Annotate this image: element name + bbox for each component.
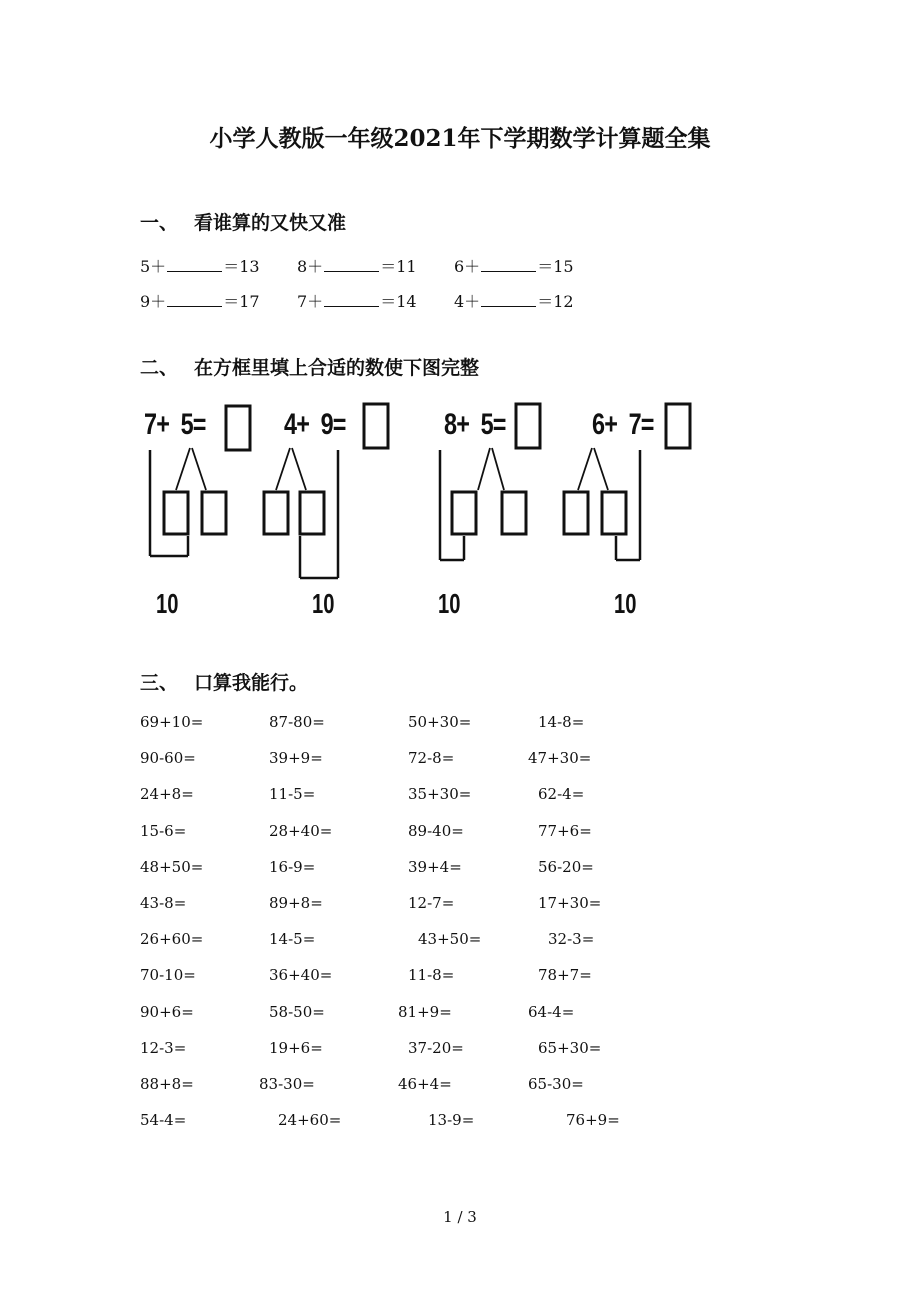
section-title: 在方框里填上合适的数使下图完整 bbox=[194, 357, 480, 379]
answer-box[interactable] bbox=[264, 492, 288, 534]
calc-problem: 78+7= bbox=[538, 966, 592, 985]
fill-blank-item: 5＋ ＝13 bbox=[140, 257, 260, 276]
bond-ten: 10 bbox=[438, 588, 461, 619]
bond-ten: 10 bbox=[312, 588, 335, 619]
fill-blank-item: 9＋ ＝17 bbox=[140, 292, 260, 311]
answer-box[interactable] bbox=[516, 404, 540, 448]
calc-problem: 14-8= bbox=[538, 713, 585, 731]
bond-equation: 6+ 7= bbox=[592, 408, 654, 441]
calc-problem: 32-3= bbox=[548, 930, 595, 949]
section-number: 二、 bbox=[140, 357, 179, 379]
calc-problem: 24+60= bbox=[278, 1111, 342, 1130]
calc-problem: 89-40= bbox=[408, 821, 464, 840]
answer-box[interactable] bbox=[202, 492, 226, 534]
calc-problem: 37-20= bbox=[408, 1038, 464, 1057]
calc-problem: 28+40= bbox=[269, 821, 333, 840]
section-heading-3 bbox=[140, 668, 308, 695]
section-number: 一、 bbox=[140, 212, 179, 234]
calc-problem: 17+30= bbox=[538, 894, 602, 912]
calc-problem: 14-5= bbox=[269, 930, 316, 949]
calc-problem: 36+40= bbox=[269, 966, 333, 985]
section-title: 看谁算的又快又准 bbox=[194, 212, 347, 234]
section-title: 口算我能行。 bbox=[194, 672, 309, 694]
answer-box[interactable] bbox=[666, 404, 690, 448]
bond-equation: 8+ 5= bbox=[444, 408, 506, 441]
answer-box[interactable] bbox=[300, 492, 324, 534]
bond-equation: 4+ 9= bbox=[284, 408, 346, 441]
calc-problem: 76+9= bbox=[566, 1111, 620, 1130]
calc-problem: 11-5= bbox=[269, 785, 316, 804]
calc-problem: 65-30= bbox=[528, 1075, 584, 1093]
calc-problem: 89+8= bbox=[269, 894, 323, 912]
calc-problem: 72-8= bbox=[408, 749, 455, 768]
answer-blank[interactable] bbox=[481, 292, 536, 307]
calc-problem: 50+30= bbox=[408, 713, 472, 731]
answer-box[interactable] bbox=[164, 492, 188, 534]
calc-problem: 39+9= bbox=[269, 749, 323, 768]
answer-box[interactable] bbox=[502, 492, 526, 534]
section-heading-2 bbox=[140, 353, 479, 380]
calc-problem: 70-10= bbox=[140, 966, 196, 985]
calc-problem: 35+30= bbox=[408, 785, 472, 804]
calc-problem: 90-60= bbox=[140, 749, 196, 768]
calc-problem: 39+4= bbox=[408, 857, 462, 876]
calc-problem: 43-8= bbox=[140, 894, 187, 912]
answer-blank[interactable] bbox=[324, 292, 379, 307]
calc-problem: 47+30= bbox=[528, 749, 592, 768]
calc-problem: 69+10= bbox=[140, 713, 204, 731]
calc-problem: 77+6= bbox=[538, 821, 592, 840]
answer-box[interactable] bbox=[602, 492, 626, 534]
fill-blank-item: 8＋ ＝11 bbox=[297, 257, 417, 276]
bond-equation: 7+ 5= bbox=[144, 408, 206, 441]
calc-problem: 65+30= bbox=[538, 1038, 602, 1057]
calc-problem: 16-9= bbox=[269, 857, 316, 876]
calc-problem: 81+9= bbox=[398, 1002, 452, 1021]
calc-problem: 46+4= bbox=[398, 1075, 452, 1093]
answer-blank[interactable] bbox=[167, 292, 222, 307]
answer-box[interactable] bbox=[564, 492, 588, 534]
calc-problem: 11-8= bbox=[408, 966, 455, 985]
bond-ten: 10 bbox=[156, 588, 179, 619]
calc-problem: 56-20= bbox=[538, 857, 594, 876]
calc-problem: 58-50= bbox=[269, 1002, 325, 1021]
page-title: 小学人教版一年级2021年下学期数学计算题全集 bbox=[209, 125, 711, 152]
answer-blank[interactable] bbox=[167, 257, 222, 272]
calc-problem: 12-3= bbox=[140, 1038, 187, 1057]
calc-problem: 26+60= bbox=[140, 930, 204, 949]
calc-problem: 83-30= bbox=[259, 1075, 315, 1093]
answer-box[interactable] bbox=[226, 406, 250, 450]
calc-problem: 62-4= bbox=[538, 785, 585, 804]
calc-problem: 15-6= bbox=[140, 821, 187, 840]
calc-problem: 19+6= bbox=[269, 1038, 323, 1057]
section-heading-1 bbox=[140, 208, 346, 235]
fill-blank-item: 6＋ ＝15 bbox=[454, 257, 574, 276]
calc-problem: 64-4= bbox=[528, 1002, 575, 1021]
page-number: 1 / 3 bbox=[443, 1208, 477, 1226]
bond-ten: 10 bbox=[614, 588, 637, 619]
calc-problem: 54-4= bbox=[140, 1111, 187, 1130]
fill-blank-item: 7＋ ＝14 bbox=[297, 292, 417, 311]
answer-box[interactable] bbox=[452, 492, 476, 534]
calc-problem: 13-9= bbox=[428, 1111, 475, 1130]
calc-problem: 12-7= bbox=[408, 894, 455, 912]
section-number: 三、 bbox=[140, 672, 179, 694]
calc-problem: 87-80= bbox=[269, 713, 325, 731]
calc-problem: 90+6= bbox=[140, 1002, 194, 1021]
answer-box[interactable] bbox=[364, 404, 388, 448]
calc-problem: 43+50= bbox=[418, 930, 482, 949]
calc-problem: 48+50= bbox=[140, 857, 204, 876]
calc-problem: 24+8= bbox=[140, 785, 194, 804]
answer-blank[interactable] bbox=[324, 257, 379, 272]
answer-blank[interactable] bbox=[481, 257, 536, 272]
calc-problem: 88+8= bbox=[140, 1075, 194, 1093]
fill-blank-item: 4＋ ＝12 bbox=[454, 292, 574, 311]
